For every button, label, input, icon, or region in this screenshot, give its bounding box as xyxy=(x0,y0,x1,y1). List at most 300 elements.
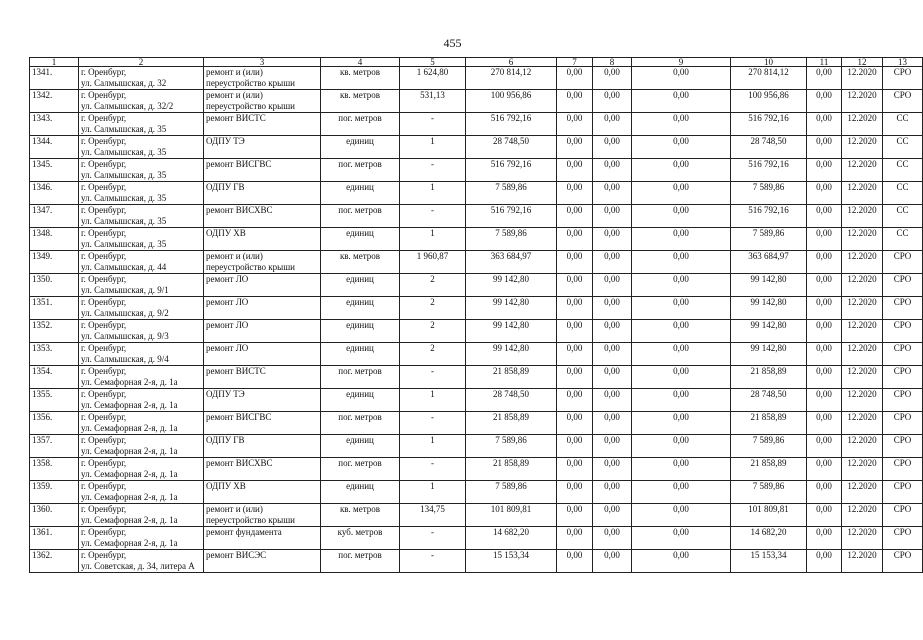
table-cell xyxy=(79,274,204,297)
fund-col-7: 0,00 xyxy=(566,412,583,422)
completion-date: 12.2020 xyxy=(847,389,877,399)
fund-col-10: 101 809,81 xyxy=(748,504,789,514)
fund-col-8: 0,00 xyxy=(604,136,620,146)
row-number: 1357. xyxy=(32,435,53,445)
table-cell xyxy=(731,205,807,228)
completion-date: 12.2020 xyxy=(847,67,877,77)
table-cell xyxy=(842,159,883,182)
address-city: г. Оренбург, xyxy=(81,366,127,376)
table-cell xyxy=(557,113,593,136)
column-header-2: 2 xyxy=(79,58,204,67)
fund-col-10: 7 589,86 xyxy=(752,481,785,491)
table-cell xyxy=(883,458,923,481)
row-number: 1351. xyxy=(32,297,53,307)
table-cell xyxy=(883,550,923,573)
table-cell xyxy=(79,228,204,251)
fund-col-11: 0,00 xyxy=(816,366,832,376)
table-cell xyxy=(466,182,557,205)
table-cell xyxy=(30,274,79,297)
table-cell xyxy=(204,320,321,343)
table-cell xyxy=(557,366,593,389)
table-cell xyxy=(321,343,400,366)
table-cell xyxy=(204,251,321,274)
table-cell xyxy=(883,481,923,504)
table-cell xyxy=(632,458,731,481)
work-type: ремонт и (или) xyxy=(206,67,263,77)
table-cell xyxy=(807,481,842,504)
table-row xyxy=(30,90,923,113)
completion-date: 12.2020 xyxy=(847,527,877,537)
table-cell xyxy=(321,389,400,412)
fund-col-11: 0,00 xyxy=(816,159,832,169)
fund-col-9: 0,00 xyxy=(673,297,689,307)
work-type: ремонт ВИСТС xyxy=(206,113,266,123)
fund-col-8: 0,00 xyxy=(604,205,620,215)
row-number: 1342. xyxy=(32,90,53,100)
table-cell xyxy=(807,343,842,366)
table-cell xyxy=(204,343,321,366)
fund-col-7: 0,00 xyxy=(566,67,583,77)
table-cell xyxy=(593,90,632,113)
table-row xyxy=(30,527,923,550)
table-row xyxy=(30,274,923,297)
fund-col-10: 99 142,80 xyxy=(750,297,787,307)
table-cell xyxy=(321,182,400,205)
method-code: СС xyxy=(896,182,909,192)
table-cell xyxy=(593,136,632,159)
table-row xyxy=(30,136,923,159)
work-type: ремонт ВИСГВС xyxy=(206,412,272,422)
unit-of-measure: единиц xyxy=(346,481,374,491)
table-cell xyxy=(30,205,79,228)
fund-col-9: 0,00 xyxy=(673,481,689,491)
table-cell xyxy=(632,366,731,389)
table-row xyxy=(30,67,923,90)
row-number: 1359. xyxy=(32,481,53,491)
work-type: ремонт ЛО xyxy=(206,343,249,353)
fund-col-10: 7 589,86 xyxy=(752,435,785,445)
table-cell xyxy=(593,458,632,481)
table-cell xyxy=(466,412,557,435)
column-header-4: 4 xyxy=(321,58,400,67)
address-city: г. Оренбург, xyxy=(81,182,127,192)
table-cell xyxy=(79,67,204,90)
address-city: г. Оренбург, xyxy=(81,389,127,399)
table-cell xyxy=(466,274,557,297)
table-cell xyxy=(807,67,842,90)
table-cell xyxy=(557,481,593,504)
fund-col-11: 0,00 xyxy=(816,481,832,491)
column-header-7: 7 xyxy=(557,58,593,67)
unit-of-measure: единиц xyxy=(346,435,374,445)
table-cell xyxy=(632,320,731,343)
table-cell xyxy=(883,67,923,90)
total-cost: 101 809,81 xyxy=(490,504,532,514)
table-cell xyxy=(731,67,807,90)
table-cell xyxy=(632,412,731,435)
total-cost: 28 748,50 xyxy=(493,389,529,399)
table-cell xyxy=(883,297,923,320)
table-cell xyxy=(466,228,557,251)
total-cost: 99 142,80 xyxy=(493,343,529,353)
fund-col-8: 0,00 xyxy=(604,297,620,307)
table-cell xyxy=(883,412,923,435)
work-type: ремонт фундамента xyxy=(206,527,282,537)
table-cell xyxy=(883,343,923,366)
work-type: ремонт ЛО xyxy=(206,297,249,307)
table-cell xyxy=(321,113,400,136)
table-cell xyxy=(30,136,79,159)
table-cell xyxy=(593,297,632,320)
table-cell xyxy=(321,504,400,527)
table-cell xyxy=(842,205,883,228)
table-cell xyxy=(400,435,466,458)
work-type-continued: переустройство крыши xyxy=(206,101,295,111)
column-header-1: 1 xyxy=(30,58,79,67)
total-cost: 15 153,34 xyxy=(493,550,529,560)
quantity: 1 960,87 xyxy=(416,251,449,261)
work-type: ремонт ВИСХВС xyxy=(206,458,273,468)
table-row xyxy=(30,389,923,412)
table-cell xyxy=(321,527,400,550)
fund-col-10: 516 792,16 xyxy=(748,159,789,169)
fund-col-8: 0,00 xyxy=(604,320,620,330)
fund-col-9: 0,00 xyxy=(673,251,689,261)
unit-of-measure: пог. метров xyxy=(338,412,382,422)
table-cell xyxy=(807,90,842,113)
work-type: ремонт и (или) xyxy=(206,251,263,261)
row-number: 1362. xyxy=(32,550,53,560)
fund-col-11: 0,00 xyxy=(816,67,832,77)
fund-col-9: 0,00 xyxy=(673,159,689,169)
fund-col-10: 28 748,50 xyxy=(750,136,787,146)
table-cell xyxy=(883,113,923,136)
fund-col-7: 0,00 xyxy=(566,435,583,445)
completion-date: 12.2020 xyxy=(847,481,877,491)
table-cell xyxy=(842,481,883,504)
table-cell xyxy=(842,90,883,113)
table-cell xyxy=(557,343,593,366)
fund-col-7: 0,00 xyxy=(566,113,583,123)
table-cell xyxy=(842,550,883,573)
fund-col-11: 0,00 xyxy=(816,182,832,192)
table-cell xyxy=(807,136,842,159)
table-cell xyxy=(807,527,842,550)
work-type: ОДПУ ХВ xyxy=(206,228,246,238)
completion-date: 12.2020 xyxy=(847,274,877,284)
work-type: ОДПУ ХВ xyxy=(206,481,246,491)
fund-col-9: 0,00 xyxy=(673,504,689,514)
completion-date: 12.2020 xyxy=(847,550,877,560)
table-cell xyxy=(204,90,321,113)
address-street: ул. Семафорная 2-я, д. 1а xyxy=(81,400,178,410)
registry-table xyxy=(29,57,923,573)
quantity: 1 xyxy=(430,389,435,399)
method-code: СРО xyxy=(893,527,912,537)
table-cell xyxy=(632,228,731,251)
address-street: ул. Салмышская, д. 35 xyxy=(81,124,167,134)
address-street: ул. Салмышская, д. 32 xyxy=(81,78,167,88)
total-cost: 7 589,86 xyxy=(495,481,527,491)
work-type-continued: переустройство крыши xyxy=(206,262,295,272)
quantity: - xyxy=(431,412,434,422)
table-cell xyxy=(557,527,593,550)
method-code: СРО xyxy=(893,366,912,376)
table-cell xyxy=(593,251,632,274)
total-cost: 516 792,16 xyxy=(490,159,532,169)
table-row xyxy=(30,182,923,205)
address-street: ул. Салмышская, д. 35 xyxy=(81,170,167,180)
table-cell xyxy=(79,481,204,504)
fund-col-9: 0,00 xyxy=(673,182,689,192)
fund-col-8: 0,00 xyxy=(604,67,620,77)
row-number: 1354. xyxy=(32,366,53,376)
unit-of-measure: кв. метров xyxy=(339,90,381,100)
table-cell xyxy=(466,458,557,481)
fund-col-9: 0,00 xyxy=(673,90,689,100)
table-cell xyxy=(30,366,79,389)
fund-col-7: 0,00 xyxy=(566,274,583,284)
unit-of-measure: единиц xyxy=(346,182,374,192)
quantity: - xyxy=(431,366,434,376)
fund-col-11: 0,00 xyxy=(816,458,832,468)
table-cell xyxy=(883,320,923,343)
method-code: СРО xyxy=(893,320,912,330)
fund-col-8: 0,00 xyxy=(604,228,620,238)
table-cell xyxy=(30,504,79,527)
table-cell xyxy=(321,320,400,343)
fund-col-8: 0,00 xyxy=(604,412,620,422)
table-cell xyxy=(807,228,842,251)
total-cost: 516 792,16 xyxy=(490,205,532,215)
quantity: 2 xyxy=(430,320,435,330)
column-header-12: 12 xyxy=(842,58,883,67)
table-cell xyxy=(593,435,632,458)
total-cost: 99 142,80 xyxy=(493,297,529,307)
method-code: СРО xyxy=(893,412,912,422)
quantity: 1 xyxy=(430,228,435,238)
work-type-continued: переустройство крыши xyxy=(206,78,295,88)
address-city: г. Оренбург, xyxy=(81,136,127,146)
table-cell xyxy=(400,481,466,504)
fund-col-8: 0,00 xyxy=(604,274,620,284)
table-cell xyxy=(842,228,883,251)
column-header-10: 10 xyxy=(731,58,807,67)
row-number: 1356. xyxy=(32,412,53,422)
work-type: ремонт ВИСХВС xyxy=(206,205,273,215)
address-street: ул. Салмышская, д. 9/3 xyxy=(81,331,169,341)
table-cell xyxy=(842,435,883,458)
table-row xyxy=(30,228,923,251)
table-cell xyxy=(883,182,923,205)
total-cost: 363 684,97 xyxy=(490,251,532,261)
table-cell xyxy=(30,251,79,274)
fund-col-8: 0,00 xyxy=(604,113,620,123)
address-city: г. Оренбург, xyxy=(81,550,127,560)
column-header-13: 13 xyxy=(883,58,923,67)
address-city: г. Оренбург, xyxy=(81,504,127,514)
method-code: СС xyxy=(896,113,909,123)
table-cell xyxy=(204,297,321,320)
fund-col-7: 0,00 xyxy=(566,320,583,330)
fund-col-8: 0,00 xyxy=(604,481,620,491)
table-cell xyxy=(807,320,842,343)
table-cell xyxy=(883,435,923,458)
fund-col-10: 7 589,86 xyxy=(752,228,785,238)
completion-date: 12.2020 xyxy=(847,90,877,100)
total-cost: 7 589,86 xyxy=(495,435,527,445)
fund-col-8: 0,00 xyxy=(604,90,620,100)
table-cell xyxy=(400,274,466,297)
method-code: СРО xyxy=(893,67,912,77)
table-cell xyxy=(842,297,883,320)
fund-col-10: 516 792,16 xyxy=(748,205,789,215)
address-street: ул. Семафорная 2-я, д. 1а xyxy=(81,492,178,502)
table-cell xyxy=(593,67,632,90)
work-type: ремонт и (или) xyxy=(206,504,263,514)
table-cell xyxy=(204,366,321,389)
address-city: г. Оренбург, xyxy=(81,481,127,491)
fund-col-11: 0,00 xyxy=(816,320,832,330)
unit-of-measure: куб. метров xyxy=(337,527,383,537)
table-cell xyxy=(79,412,204,435)
table-cell xyxy=(400,90,466,113)
row-number: 1348. xyxy=(32,228,53,238)
table-cell xyxy=(79,343,204,366)
method-code: СРО xyxy=(893,343,912,353)
fund-col-9: 0,00 xyxy=(673,389,689,399)
table-cell xyxy=(807,205,842,228)
table-cell xyxy=(842,527,883,550)
fund-col-10: 14 682,20 xyxy=(750,527,787,537)
table-cell xyxy=(593,389,632,412)
table-cell xyxy=(30,481,79,504)
table-cell xyxy=(883,389,923,412)
fund-col-9: 0,00 xyxy=(673,435,689,445)
table-cell xyxy=(466,67,557,90)
work-type: ОДПУ ГВ xyxy=(206,435,245,445)
fund-col-11: 0,00 xyxy=(816,274,832,284)
table-cell xyxy=(557,504,593,527)
table-cell xyxy=(593,228,632,251)
table-cell xyxy=(79,113,204,136)
unit-of-measure: единиц xyxy=(346,136,374,146)
fund-col-11: 0,00 xyxy=(816,343,832,353)
table-body xyxy=(30,67,923,573)
table-cell xyxy=(466,389,557,412)
unit-of-measure: единиц xyxy=(346,320,374,330)
table-cell xyxy=(30,67,79,90)
fund-col-9: 0,00 xyxy=(673,366,689,376)
quantity: 1 624,80 xyxy=(416,67,449,77)
fund-col-7: 0,00 xyxy=(566,205,583,215)
total-cost: 99 142,80 xyxy=(493,274,529,284)
fund-col-8: 0,00 xyxy=(604,458,620,468)
table-cell xyxy=(321,67,400,90)
table-cell xyxy=(30,90,79,113)
address-city: г. Оренбург, xyxy=(81,90,127,100)
table-cell xyxy=(632,343,731,366)
table-cell xyxy=(30,435,79,458)
fund-col-8: 0,00 xyxy=(604,504,620,514)
work-type: ОДПУ ГВ xyxy=(206,182,245,192)
table-cell xyxy=(466,366,557,389)
table-cell xyxy=(807,550,842,573)
row-number: 1355. xyxy=(32,389,53,399)
table-cell xyxy=(731,504,807,527)
address-city: г. Оренбург, xyxy=(81,320,127,330)
column-header-5: 5 xyxy=(400,58,466,67)
table-cell xyxy=(632,182,731,205)
table-cell xyxy=(632,274,731,297)
row-number: 1358. xyxy=(32,458,53,468)
table-cell xyxy=(632,481,731,504)
table-cell xyxy=(557,205,593,228)
table-cell xyxy=(807,251,842,274)
table-cell xyxy=(593,366,632,389)
column-number-header-row xyxy=(30,58,923,67)
table-cell xyxy=(79,527,204,550)
address-street: ул. Салмышская, д. 32/2 xyxy=(81,101,174,111)
fund-col-10: 270 814,12 xyxy=(748,67,789,77)
unit-of-measure: кв. метров xyxy=(339,251,381,261)
table-cell xyxy=(30,182,79,205)
quantity: - xyxy=(431,527,434,537)
unit-of-measure: пог. метров xyxy=(338,366,382,376)
unit-of-measure: пог. метров xyxy=(338,159,382,169)
table-cell xyxy=(557,550,593,573)
quantity: 2 xyxy=(430,274,435,284)
total-cost: 14 682,20 xyxy=(493,527,529,537)
address-street: ул. Салмышская, д. 35 xyxy=(81,193,167,203)
table-cell xyxy=(807,113,842,136)
fund-col-10: 363 684,97 xyxy=(748,251,789,261)
fund-col-9: 0,00 xyxy=(673,274,689,284)
fund-col-8: 0,00 xyxy=(604,389,620,399)
table-cell xyxy=(557,412,593,435)
fund-col-9: 0,00 xyxy=(673,205,689,215)
address-street: ул. Салмышская, д. 35 xyxy=(81,216,167,226)
table-row xyxy=(30,297,923,320)
address-city: г. Оренбург, xyxy=(81,435,127,445)
completion-date: 12.2020 xyxy=(847,251,877,261)
table-cell xyxy=(79,366,204,389)
table-cell xyxy=(807,412,842,435)
completion-date: 12.2020 xyxy=(847,412,877,422)
fund-col-11: 0,00 xyxy=(816,504,832,514)
fund-col-8: 0,00 xyxy=(604,159,620,169)
table-row xyxy=(30,343,923,366)
fund-col-10: 21 858,89 xyxy=(750,412,787,422)
address-city: г. Оренбург, xyxy=(81,274,127,284)
table-cell xyxy=(79,504,204,527)
unit-of-measure: единиц xyxy=(346,274,374,284)
table-cell xyxy=(883,251,923,274)
table-cell xyxy=(731,343,807,366)
table-cell xyxy=(30,550,79,573)
table-cell xyxy=(204,205,321,228)
table-cell xyxy=(557,182,593,205)
fund-col-10: 7 589,86 xyxy=(752,182,785,192)
address-city: г. Оренбург, xyxy=(81,113,127,123)
table-cell xyxy=(400,504,466,527)
table-cell xyxy=(400,159,466,182)
address-city: г. Оренбург, xyxy=(81,527,127,537)
fund-col-9: 0,00 xyxy=(673,113,689,123)
table-cell xyxy=(842,504,883,527)
table-cell xyxy=(466,504,557,527)
fund-col-11: 0,00 xyxy=(816,435,832,445)
